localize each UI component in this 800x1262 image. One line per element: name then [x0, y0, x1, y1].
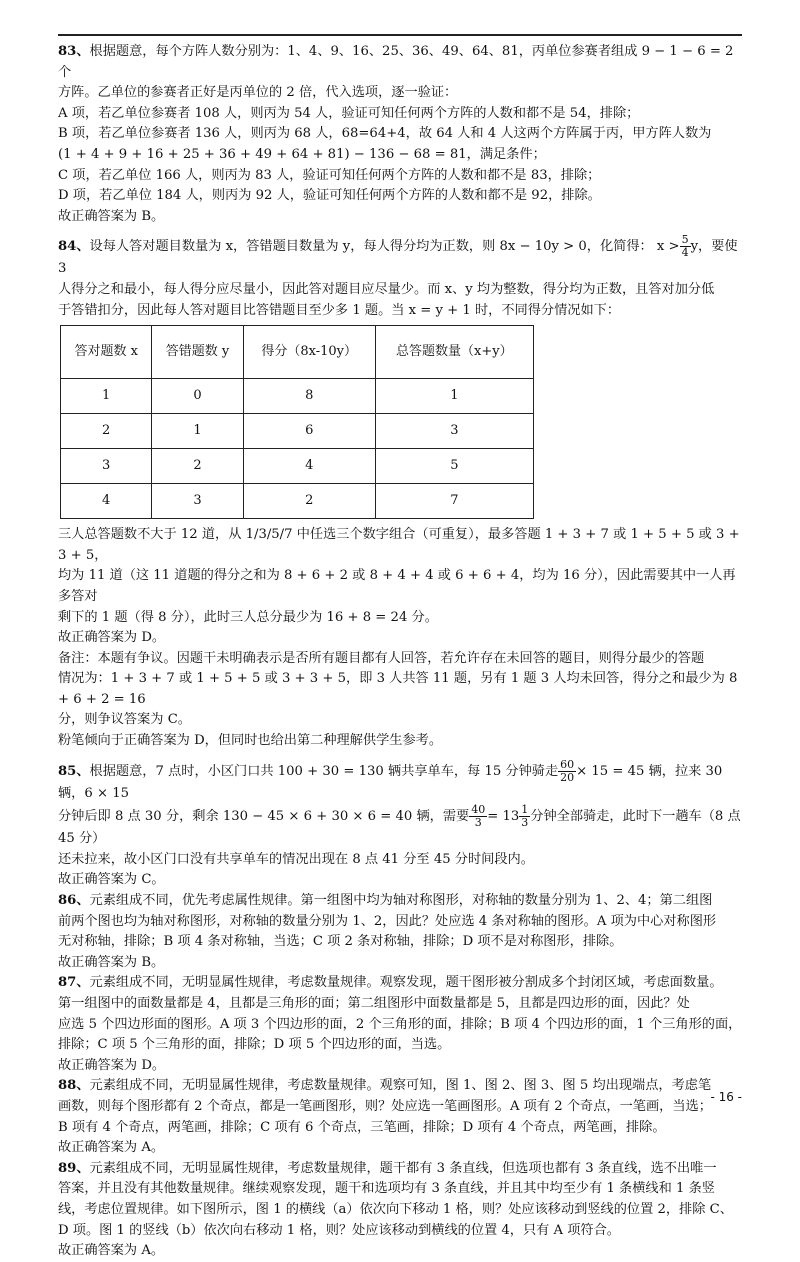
- paragraph-line: 还未拉来，故小区门口没有共享单车的情况出现在 8 点 41 分至 45 分时间段内。: [58, 851, 534, 867]
- table-cell: 7: [375, 484, 533, 519]
- table-cell: 1: [375, 379, 533, 414]
- paragraph-line: D 项。图 1 的竖线（b）依次向右移动 1 格，则？处应该移动到横线的位置 4，只有 A 项符合。: [58, 1222, 620, 1238]
- note-line: 备注：本题有争议。因题干未明确表示是否所有题目都有人回答，若允许存在未回答的题目，则得分最少的答题: [58, 650, 705, 666]
- score-table: [60, 325, 534, 519]
- paragraph-line: 元素组成不同，无明显属性规律，考虑数量规律。观察发现，题干图形被分割成多个封闭区域，考虑面数量。: [89, 975, 723, 991]
- fraction-denominator: 4: [681, 246, 689, 260]
- table-cell: 0: [152, 379, 243, 414]
- question-86: [58, 891, 744, 973]
- page-number: - 16 -: [710, 1090, 742, 1104]
- fraction: [519, 804, 530, 829]
- table-cell: 8: [243, 379, 375, 414]
- paragraph-line: 答案，并且没有其他数量规律。继续观察发现，题干和选项均有 3 条直线，并且其中均至少有 1 条横线和 1 条竖: [58, 1181, 715, 1197]
- table-header-cell: 总答题数量（x+y）: [375, 326, 533, 379]
- table-header-row: [61, 326, 534, 379]
- answer-line: 故正确答案为 B。: [58, 954, 165, 970]
- answer-line: 故正确答案为 C。: [58, 872, 165, 888]
- fraction-denominator: 20: [560, 770, 575, 784]
- table-header-cell: 答对题数 x: [61, 326, 152, 379]
- note-line: 分，则争议答案为 C。: [58, 712, 191, 728]
- table-cell: 4: [61, 484, 152, 519]
- fraction-numerator: 40: [471, 803, 486, 817]
- question-number: 83、: [58, 44, 90, 59]
- table-cell: 1: [152, 414, 243, 449]
- fraction-numerator: 60: [560, 757, 575, 771]
- paragraph-line: A 项，若乙单位参赛者 108 人，则丙为 54 人，验证可知任何两个方阵的人数和都不是 54，排除；: [58, 105, 640, 121]
- formula-line: (1 + 4 + 9 + 16 + 25 + 36 + 49 + 64 + 81) − 136 − 68 = 81，满足条件；: [58, 146, 546, 162]
- question-83: [58, 42, 744, 227]
- paragraph-line: × 15 = 45 辆，拉来 30 辆，6 × 15: [58, 763, 723, 801]
- paragraph-line: 应选 5 个四边形面的图形。A 项 3 个四边形的面，2 个三角形的面，排除；B 项 4 个四边形的面，1 个三角形的面，: [58, 1016, 742, 1032]
- question-number: 85、: [58, 763, 90, 779]
- question-88: [58, 1076, 744, 1158]
- paragraph-line: 第一组图中的面数量都是 4，且都是三角形的面；第二组图形中面数量都是 5，且都是四边形的面，因此？处: [58, 996, 690, 1011]
- note-line: 情况为：1 + 3 + 7 或 1 + 5 + 5 或 3 + 3 + 5，即 3 人共答 11 题，另有 1 题 3 人均未回答，得分之和最少为 8 + 6 + 2 = 16: [58, 671, 738, 707]
- paragraph-line: B 项，若乙单位参赛者 136 人，则丙为 68 人，68=64+4，故 64 人和 4 人这两个方阵属于丙，甲方阵人数为: [58, 126, 712, 142]
- table-row: [61, 379, 534, 414]
- table-cell: 3: [152, 484, 243, 519]
- question-87: [58, 973, 744, 1076]
- fraction-numerator: 5: [681, 233, 689, 247]
- answer-line: 故正确答案为 D。: [58, 630, 166, 646]
- question-number: 88、: [58, 1078, 90, 1094]
- answer-line: 故正确答案为 A。: [58, 1140, 165, 1156]
- fraction-denominator: 3: [521, 816, 529, 830]
- paragraph-line: 设每人答对题目数量为 x，答错题目数量为 y，每人得分均为正数，则 8x − 10y > 0，化简得： x >: [89, 239, 680, 255]
- table-cell: 3: [375, 414, 533, 449]
- paragraph-line: = 13: [487, 809, 520, 825]
- fraction-denominator: 3: [474, 816, 482, 830]
- question-number: 87、: [58, 975, 90, 991]
- paragraph-line: 根据题意，7 点时，小区门口共 100 + 30 = 130 辆共享单车，每 15 分钟骑走: [89, 763, 559, 779]
- question-89: [58, 1159, 744, 1262]
- table-row: [61, 484, 534, 519]
- answer-line: 故正确答案为 A。: [58, 1243, 165, 1259]
- paragraph-line: B 项有 4 个奇点，两笔画，排除；C 项有 6 个奇点，三笔画，排除；D 项有 4 个奇点，两笔画，排除。: [58, 1119, 666, 1135]
- table-row: [61, 414, 534, 449]
- paragraph-line: 分钟后即 8 点 30 分，剩余 130 − 45 × 6 + 30 × 6 = 40 辆，需要: [58, 809, 470, 825]
- header-rule: [58, 34, 742, 36]
- paragraph-line: 于答错扣分，因此每人答对题目比答错题目至少多 1 题。当 x = y + 1 时，不同得分情况如下：: [58, 302, 621, 318]
- table-cell: 2: [61, 414, 152, 449]
- fraction: [558, 759, 576, 784]
- paragraph-line: D 项，若乙单位 184 人，则丙为 92 人，验证可知任何两个方阵的人数和都不是 92，排除。: [58, 188, 601, 204]
- paragraph-line: 根据题意，每个方阵人数分别为：1、4、9、16、25、36、49、64、81，丙单位参赛者组成 9 − 1 − 6 = 2 个: [58, 44, 734, 80]
- question-number: 84、: [58, 239, 90, 255]
- question-85: [58, 759, 744, 891]
- paragraph-line: 画数，则每个图形都有 2 个奇点，都是一笔画图形，则？处应选一笔画图形。A 项有 2 个奇点，一笔画，当选；: [58, 1098, 712, 1114]
- paragraph-line: 元素组成不同，无明显属性规律，考虑数量规律。观察可知，图 1、图 2、图 3、图 5 均出现端点，考虑笔: [89, 1078, 712, 1094]
- paragraph-line: 均为 11 道（这 11 道题的得分之和为 8 + 6 + 2 或 8 + 4 + 4 或 6 + 6 + 4，均为 16 分），因此需要其中一人再多答对: [58, 568, 736, 604]
- document-body: [58, 42, 744, 1262]
- paragraph-line: 剩下的 1 题（得 8 分），此时三人总分最少为 16 + 8 = 24 分。: [58, 609, 438, 625]
- table-cell: 4: [243, 449, 375, 484]
- table-cell: 1: [61, 379, 152, 414]
- answer-line: 故正确答案为 D。: [58, 1057, 166, 1073]
- paragraph-line: C 项，若乙单位 166 人，则丙为 83 人，验证可知任何两个方阵的人数和都不是 83，排除；: [58, 167, 601, 183]
- paragraph-line: 元素组成不同，无明显属性规律，考虑数量规律，题干都有 3 条直线，但选项也都有 3 条直线，选不出唯一: [89, 1160, 717, 1176]
- note-line: 粉笔倾向于正确答案为 D，但同时也给出第二种理解供学生参考。: [58, 733, 443, 749]
- fraction: [469, 804, 487, 829]
- question-number: 86、: [58, 893, 90, 909]
- paragraph-line: 三人总答题数不大于 12 道，从 1/3/5/7 中任选三个数字组合（可重复），最多答题 1 + 3 + 7 或 1 + 5 + 5 或 3 + 3 + 5，: [58, 527, 740, 563]
- table-cell: 6: [243, 414, 375, 449]
- fraction-numerator: 1: [521, 803, 529, 817]
- question-84: [58, 234, 744, 751]
- paragraph-line: 线，考虑位置规律。如下图所示，图 1 的横线（a）依次向下移动 1 格，则？处应该移动到竖线的位置 2，排除 C、: [58, 1201, 733, 1217]
- table-cell: 2: [243, 484, 375, 519]
- answer-line: 故正确答案为 B。: [58, 208, 165, 224]
- paragraph-line: 元素组成不同，优先考虑属性规律。第一组图中均为轴对称图形，对称轴的数量分别为 1、2、4；第二组图: [89, 893, 713, 909]
- table-header-cell: 得分（8x-10y）: [243, 326, 375, 379]
- paragraph-line: 方阵。乙单位的参赛者正好是丙单位的 2 倍，代入选项，逐一验证：: [58, 85, 458, 101]
- fraction: [680, 234, 691, 259]
- table-cell: 5: [375, 449, 533, 484]
- paragraph-line: 前两个图也均为轴对称图形，对称轴的数量分别为 1、2，因此？处应选 4 条对称轴的图形。A 项为中心对称图形: [58, 913, 717, 929]
- paragraph-line: 排除；C 项 5 个三角形的面，排除；D 项 5 个四边形的面，当选。: [58, 1037, 451, 1053]
- table-cell: 3: [61, 449, 152, 484]
- table-header-cell: 答错题数 y: [152, 326, 243, 379]
- question-number: 89、: [58, 1160, 90, 1176]
- paragraph-line: 无对称轴，排除；B 项 4 条对称轴，当选；C 项 2 条对称轴，排除；D 项不是对称图形，排除。: [58, 934, 623, 950]
- paragraph-line: y，要使 3: [58, 239, 738, 277]
- paragraph-line: 分钟全部骑走，此时下一趟车（8 点 45 分）: [58, 809, 741, 847]
- table-cell: 2: [152, 449, 243, 484]
- table-row: [61, 449, 534, 484]
- paragraph-line: 人得分之和最小，每人得分应尽量小，因此答对题目应尽量少。而 x、y 均为整数，得分均为正数，且答对加分低: [58, 281, 715, 297]
